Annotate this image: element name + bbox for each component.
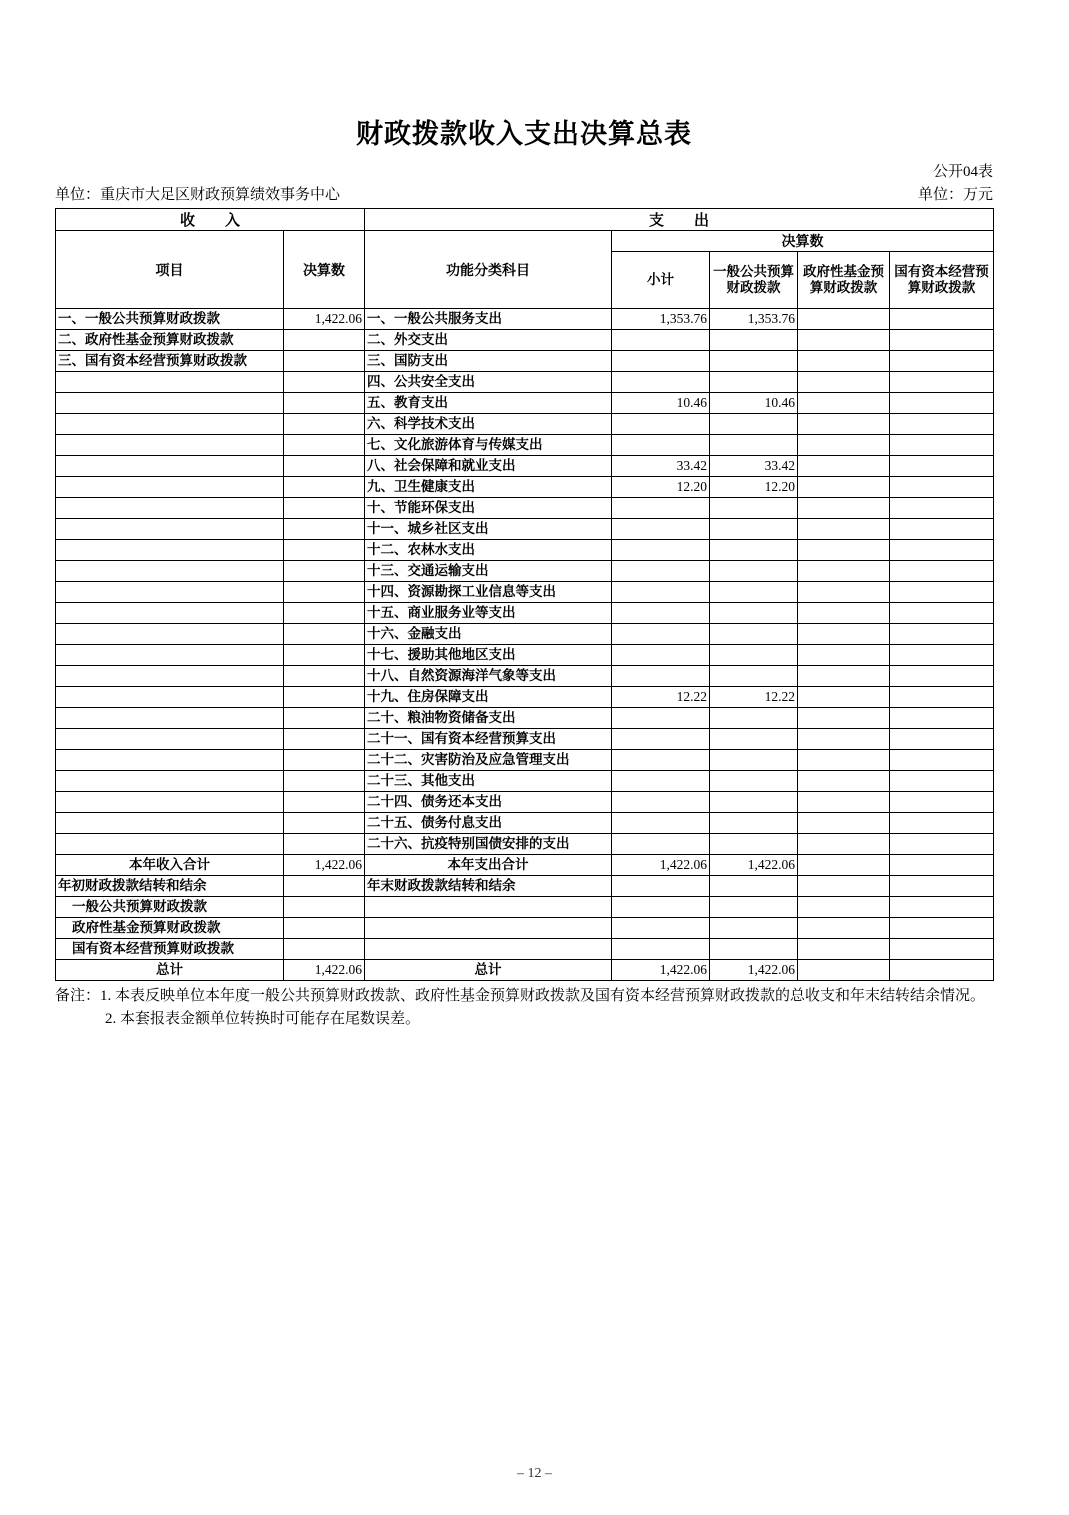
expense-item-cell: 四、公共安全支出 xyxy=(365,372,612,393)
general-budget-amount-cell: 12.20 xyxy=(710,477,798,498)
expense-item-cell: 二十六、抗疫特别国债安排的支出 xyxy=(365,834,612,855)
expense-subtotal-cell xyxy=(612,330,710,351)
gov-fund-amount-cell xyxy=(798,330,890,351)
expense-subtotal-cell xyxy=(612,813,710,834)
state-capital-amount-cell xyxy=(890,687,994,708)
gov-fund-amount-cell xyxy=(798,435,890,456)
income-item-cell xyxy=(56,414,284,435)
general-budget-amount-cell xyxy=(710,792,798,813)
general-budget-amount-cell xyxy=(710,918,798,939)
notes-block xyxy=(55,985,993,1032)
expense-subtotal-cell: 1,422.06 xyxy=(612,855,710,876)
general-budget-amount-cell xyxy=(710,519,798,540)
income-amount-cell xyxy=(284,351,365,372)
table-row xyxy=(56,792,994,813)
gov-fund-amount-cell xyxy=(798,666,890,687)
expense-item-cell: 八、社会保障和就业支出 xyxy=(365,456,612,477)
general-budget-amount-cell xyxy=(710,708,798,729)
income-item-cell xyxy=(56,708,284,729)
income-amount-cell: 1,422.06 xyxy=(284,960,365,981)
income-item-cell: 国有资本经营预算财政拨款 xyxy=(56,939,284,960)
expense-subtotal-cell xyxy=(612,729,710,750)
gov-fund-amount-cell xyxy=(798,918,890,939)
table-row xyxy=(56,372,994,393)
state-capital-amount-cell xyxy=(890,372,994,393)
gov-fund-column-header: 政府性基金预算财政拨款 xyxy=(798,252,890,309)
income-amount-cell xyxy=(284,414,365,435)
general-budget-amount-cell: 10.46 xyxy=(710,393,798,414)
gov-fund-amount-cell xyxy=(798,456,890,477)
income-amount-cell xyxy=(284,561,365,582)
table-row xyxy=(56,435,994,456)
income-amount-cell xyxy=(284,792,365,813)
table-row xyxy=(56,666,994,687)
income-amount-cell xyxy=(284,435,365,456)
general-budget-amount-cell xyxy=(710,372,798,393)
general-budget-amount-cell xyxy=(710,414,798,435)
expense-item-cell: 二十五、债务付息支出 xyxy=(365,813,612,834)
expense-item-cell: 十四、资源勘探工业信息等支出 xyxy=(365,582,612,603)
state-capital-column-header: 国有资本经营预算财政拨款 xyxy=(890,252,994,309)
expense-subtotal-cell xyxy=(612,876,710,897)
income-amount-cell xyxy=(284,876,365,897)
state-capital-amount-cell xyxy=(890,351,994,372)
general-budget-amount-cell xyxy=(710,351,798,372)
income-amount-cell xyxy=(284,750,365,771)
expense-item-cell: 十七、援助其他地区支出 xyxy=(365,645,612,666)
gov-fund-amount-cell xyxy=(798,939,890,960)
income-amount-cell xyxy=(284,603,365,624)
state-capital-amount-cell xyxy=(890,708,994,729)
unit-name-label: 单位：重庆市大足区财政预算绩效事务中心 xyxy=(55,187,341,203)
state-capital-amount-cell xyxy=(890,477,994,498)
income-amount-cell: 1,422.06 xyxy=(284,855,365,876)
general-budget-amount-cell xyxy=(710,729,798,750)
doc-number-label: 公开04表 xyxy=(932,164,993,180)
expense-item-cell: 十八、自然资源海洋气象等支出 xyxy=(365,666,612,687)
expense-item-cell: 九、卫生健康支出 xyxy=(365,477,612,498)
state-capital-amount-cell xyxy=(890,666,994,687)
income-amount-cell xyxy=(284,456,365,477)
state-capital-amount-cell xyxy=(890,729,994,750)
state-capital-amount-cell xyxy=(890,834,994,855)
document-content xyxy=(55,112,993,1032)
income-item-cell xyxy=(56,687,284,708)
expense-subtotal-cell xyxy=(612,498,710,519)
income-item-cell xyxy=(56,498,284,519)
final-amount-group-header: 决算数 xyxy=(612,231,994,252)
table-row xyxy=(56,624,994,645)
expense-item-cell: 二十三、其他支出 xyxy=(365,771,612,792)
table-row xyxy=(56,498,994,519)
state-capital-amount-cell xyxy=(890,855,994,876)
gov-fund-amount-cell xyxy=(798,351,890,372)
expense-subtotal-cell xyxy=(612,666,710,687)
gov-fund-amount-cell xyxy=(798,519,890,540)
income-item-cell xyxy=(56,603,284,624)
table-row xyxy=(56,960,994,981)
income-amount-column-header: 决算数 xyxy=(284,231,365,309)
table-row xyxy=(56,771,994,792)
table-row xyxy=(56,918,994,939)
table-row xyxy=(56,582,994,603)
income-amount-cell xyxy=(284,372,365,393)
expense-subtotal-cell: 1,353.76 xyxy=(612,309,710,330)
income-amount-cell xyxy=(284,813,365,834)
state-capital-amount-cell xyxy=(890,414,994,435)
general-budget-amount-cell xyxy=(710,771,798,792)
income-amount-cell xyxy=(284,939,365,960)
table-row xyxy=(56,834,994,855)
expense-item-cell: 三、国防支出 xyxy=(365,351,612,372)
expense-item-cell: 一、一般公共服务支出 xyxy=(365,309,612,330)
expense-subtotal-cell xyxy=(612,918,710,939)
state-capital-amount-cell xyxy=(890,393,994,414)
general-budget-amount-cell xyxy=(710,939,798,960)
income-section-header: 收 入 xyxy=(56,209,365,231)
income-item-cell: 二、政府性基金预算财政拨款 xyxy=(56,330,284,351)
expense-item-cell xyxy=(365,939,612,960)
expense-item-cell: 本年支出合计 xyxy=(365,855,612,876)
gov-fund-amount-cell xyxy=(798,771,890,792)
general-budget-amount-cell xyxy=(710,666,798,687)
income-item-cell xyxy=(56,561,284,582)
expense-subtotal-cell: 12.20 xyxy=(612,477,710,498)
expense-item-cell: 六、科学技术支出 xyxy=(365,414,612,435)
state-capital-amount-cell xyxy=(890,309,994,330)
general-budget-amount-cell: 12.22 xyxy=(710,687,798,708)
gov-fund-amount-cell xyxy=(798,372,890,393)
state-capital-amount-cell xyxy=(890,771,994,792)
table-row xyxy=(56,540,994,561)
general-budget-amount-cell xyxy=(710,498,798,519)
expense-subtotal-cell xyxy=(612,708,710,729)
gov-fund-amount-cell xyxy=(798,750,890,771)
table-row xyxy=(56,309,994,330)
expense-subtotal-cell xyxy=(612,897,710,918)
func-class-column-header: 功能分类科目 xyxy=(365,231,612,309)
expense-subtotal-cell xyxy=(612,561,710,582)
state-capital-amount-cell xyxy=(890,876,994,897)
income-amount-cell xyxy=(284,330,365,351)
income-item-cell xyxy=(56,813,284,834)
table-body xyxy=(56,309,994,981)
income-item-cell xyxy=(56,582,284,603)
expense-subtotal-cell xyxy=(612,750,710,771)
gov-fund-amount-cell xyxy=(798,708,890,729)
income-amount-cell xyxy=(284,477,365,498)
table-row xyxy=(56,477,994,498)
gov-fund-amount-cell xyxy=(798,960,890,981)
state-capital-amount-cell xyxy=(890,939,994,960)
table-row xyxy=(56,645,994,666)
expense-subtotal-cell xyxy=(612,771,710,792)
general-budget-amount-cell xyxy=(710,813,798,834)
state-capital-amount-cell xyxy=(890,561,994,582)
general-budget-amount-cell xyxy=(710,330,798,351)
income-item-cell xyxy=(56,666,284,687)
table-row xyxy=(56,708,994,729)
expense-subtotal-cell xyxy=(612,435,710,456)
expense-item-cell: 二十一、国有资本经营预算支出 xyxy=(365,729,612,750)
table-row xyxy=(56,603,994,624)
income-item-cell xyxy=(56,834,284,855)
gov-fund-amount-cell xyxy=(798,561,890,582)
expense-subtotal-cell: 10.46 xyxy=(612,393,710,414)
income-item-cell: 一、一般公共预算财政拨款 xyxy=(56,309,284,330)
income-item-cell xyxy=(56,729,284,750)
table-row xyxy=(56,351,994,372)
gov-fund-amount-cell xyxy=(798,603,890,624)
table-row xyxy=(56,687,994,708)
income-amount-cell xyxy=(284,624,365,645)
expense-subtotal-cell xyxy=(612,603,710,624)
state-capital-amount-cell xyxy=(890,645,994,666)
income-item-cell xyxy=(56,750,284,771)
gov-fund-amount-cell xyxy=(798,393,890,414)
income-amount-cell xyxy=(284,498,365,519)
budget-table xyxy=(55,208,994,981)
general-budget-amount-cell xyxy=(710,750,798,771)
state-capital-amount-cell xyxy=(890,624,994,645)
general-budget-amount-cell: 33.42 xyxy=(710,456,798,477)
income-amount-cell xyxy=(284,582,365,603)
gov-fund-amount-cell xyxy=(798,834,890,855)
table-header xyxy=(56,209,994,309)
gov-fund-amount-cell xyxy=(798,477,890,498)
table-row xyxy=(56,750,994,771)
gov-fund-amount-cell xyxy=(798,582,890,603)
income-item-cell xyxy=(56,792,284,813)
state-capital-amount-cell xyxy=(890,435,994,456)
subtotal-column-header: 小计 xyxy=(612,252,710,309)
expense-subtotal-cell xyxy=(612,792,710,813)
income-item-cell xyxy=(56,540,284,561)
expense-subtotal-cell: 12.22 xyxy=(612,687,710,708)
table-row xyxy=(56,939,994,960)
gov-fund-amount-cell xyxy=(798,309,890,330)
expense-subtotal-cell xyxy=(612,624,710,645)
expense-subtotal-cell xyxy=(612,414,710,435)
general-budget-amount-cell: 1,422.06 xyxy=(710,960,798,981)
income-amount-cell xyxy=(284,519,365,540)
income-amount-cell xyxy=(284,918,365,939)
state-capital-amount-cell xyxy=(890,582,994,603)
general-budget-amount-cell xyxy=(710,582,798,603)
table-row xyxy=(56,393,994,414)
expense-item-cell: 七、文化旅游体育与传媒支出 xyxy=(365,435,612,456)
income-item-cell xyxy=(56,435,284,456)
income-amount-cell xyxy=(284,897,365,918)
state-capital-amount-cell xyxy=(890,960,994,981)
gov-fund-amount-cell xyxy=(798,687,890,708)
gov-fund-amount-cell xyxy=(798,792,890,813)
general-budget-amount-cell xyxy=(710,645,798,666)
table-row xyxy=(56,729,994,750)
income-item-cell xyxy=(56,519,284,540)
expense-item-cell: 二十二、灾害防治及应急管理支出 xyxy=(365,750,612,771)
income-item-cell xyxy=(56,456,284,477)
income-amount-cell: 1,422.06 xyxy=(284,309,365,330)
state-capital-amount-cell xyxy=(890,540,994,561)
expense-subtotal-cell xyxy=(612,351,710,372)
unit-row xyxy=(55,183,993,207)
general-budget-amount-cell: 1,353.76 xyxy=(710,309,798,330)
gov-fund-amount-cell xyxy=(798,624,890,645)
expense-item-cell: 五、教育支出 xyxy=(365,393,612,414)
income-amount-cell xyxy=(284,771,365,792)
note-2: 2. 本套报表金额单位转换时可能存在尾数误差。 xyxy=(105,1011,421,1028)
income-item-cell: 年初财政拨款结转和结余 xyxy=(56,876,284,897)
expense-item-cell: 十六、金融支出 xyxy=(365,624,612,645)
gov-fund-amount-cell xyxy=(798,540,890,561)
table-row xyxy=(56,813,994,834)
note-1: 备注：1. 本表反映单位本年度一般公共预算财政拨款、政府性基金预算财政拨款及国有资本经营预算财政拨款的总收支和年末结转结余情况。 xyxy=(55,988,986,1004)
state-capital-amount-cell xyxy=(890,792,994,813)
expense-item-cell: 总计 xyxy=(365,960,612,981)
income-item-cell xyxy=(56,393,284,414)
income-item-cell: 本年收入合计 xyxy=(56,855,284,876)
expense-subtotal-cell: 1,422.06 xyxy=(612,960,710,981)
income-amount-cell xyxy=(284,666,365,687)
gov-fund-amount-cell xyxy=(798,645,890,666)
income-amount-cell xyxy=(284,645,365,666)
general-budget-amount-cell xyxy=(710,624,798,645)
income-amount-cell xyxy=(284,834,365,855)
income-item-cell xyxy=(56,624,284,645)
income-amount-cell xyxy=(284,729,365,750)
general-budget-amount-cell xyxy=(710,876,798,897)
income-item-cell xyxy=(56,477,284,498)
expense-subtotal-cell xyxy=(612,582,710,603)
income-item-cell: 政府性基金预算财政拨款 xyxy=(56,918,284,939)
expense-subtotal-cell xyxy=(612,939,710,960)
income-item-cell: 一般公共预算财政拨款 xyxy=(56,897,284,918)
state-capital-amount-cell xyxy=(890,897,994,918)
state-capital-amount-cell xyxy=(890,519,994,540)
income-item-cell xyxy=(56,771,284,792)
income-item-cell: 总计 xyxy=(56,960,284,981)
table-row xyxy=(56,414,994,435)
general-budget-amount-cell xyxy=(710,834,798,855)
expense-item-cell: 二十、粮油物资储备支出 xyxy=(365,708,612,729)
expense-item-cell: 十二、农林水支出 xyxy=(365,540,612,561)
expense-item-cell: 二十四、债务还本支出 xyxy=(365,792,612,813)
table-row xyxy=(56,330,994,351)
income-amount-cell xyxy=(284,708,365,729)
gov-fund-amount-cell xyxy=(798,855,890,876)
general-budget-amount-cell xyxy=(710,540,798,561)
expense-subtotal-cell xyxy=(612,540,710,561)
income-amount-cell xyxy=(284,540,365,561)
expense-subtotal-cell xyxy=(612,645,710,666)
expense-section-header: 支 出 xyxy=(365,209,994,231)
table-row xyxy=(56,519,994,540)
expense-item-cell: 十一、城乡社区支出 xyxy=(365,519,612,540)
gov-fund-amount-cell xyxy=(798,813,890,834)
table-row xyxy=(56,897,994,918)
income-amount-cell xyxy=(284,393,365,414)
state-capital-amount-cell xyxy=(890,330,994,351)
page-title: 财政拨款收入支出决算总表 xyxy=(356,119,692,149)
income-item-cell xyxy=(56,372,284,393)
item-column-header: 项目 xyxy=(56,231,284,309)
expense-item-cell xyxy=(365,897,612,918)
income-item-cell: 三、国有资本经营预算财政拨款 xyxy=(56,351,284,372)
expense-subtotal-cell xyxy=(612,519,710,540)
unit-currency-label: 单位：万元 xyxy=(917,187,993,203)
general-budget-amount-cell xyxy=(710,603,798,624)
expense-item-cell: 十三、交通运输支出 xyxy=(365,561,612,582)
general-budget-amount-cell xyxy=(710,435,798,456)
page-number: – 12 – xyxy=(517,1466,552,1481)
expense-item-cell: 十、节能环保支出 xyxy=(365,498,612,519)
table-row xyxy=(56,456,994,477)
table-row xyxy=(56,561,994,582)
expense-item-cell xyxy=(365,918,612,939)
expense-item-cell: 年末财政拨款结转和结余 xyxy=(365,876,612,897)
gov-fund-amount-cell xyxy=(798,729,890,750)
gov-fund-amount-cell xyxy=(798,897,890,918)
expense-item-cell: 二、外交支出 xyxy=(365,330,612,351)
state-capital-amount-cell xyxy=(890,750,994,771)
gov-fund-amount-cell xyxy=(798,498,890,519)
general-budget-amount-cell: 1,422.06 xyxy=(710,855,798,876)
gov-fund-amount-cell xyxy=(798,876,890,897)
state-capital-amount-cell xyxy=(890,498,994,519)
expense-subtotal-cell xyxy=(612,372,710,393)
expense-item-cell: 十五、商业服务业等支出 xyxy=(365,603,612,624)
expense-item-cell: 十九、住房保障支出 xyxy=(365,687,612,708)
state-capital-amount-cell xyxy=(890,813,994,834)
income-item-cell xyxy=(56,645,284,666)
income-amount-cell xyxy=(284,687,365,708)
table-row xyxy=(56,855,994,876)
general-budget-amount-cell xyxy=(710,561,798,582)
expense-subtotal-cell xyxy=(612,834,710,855)
expense-subtotal-cell: 33.42 xyxy=(612,456,710,477)
state-capital-amount-cell xyxy=(890,918,994,939)
general-budget-amount-cell xyxy=(710,897,798,918)
state-capital-amount-cell xyxy=(890,603,994,624)
gov-fund-amount-cell xyxy=(798,414,890,435)
table-row xyxy=(56,876,994,897)
state-capital-amount-cell xyxy=(890,456,994,477)
general-budget-column-header: 一般公共预算财政拨款 xyxy=(710,252,798,309)
